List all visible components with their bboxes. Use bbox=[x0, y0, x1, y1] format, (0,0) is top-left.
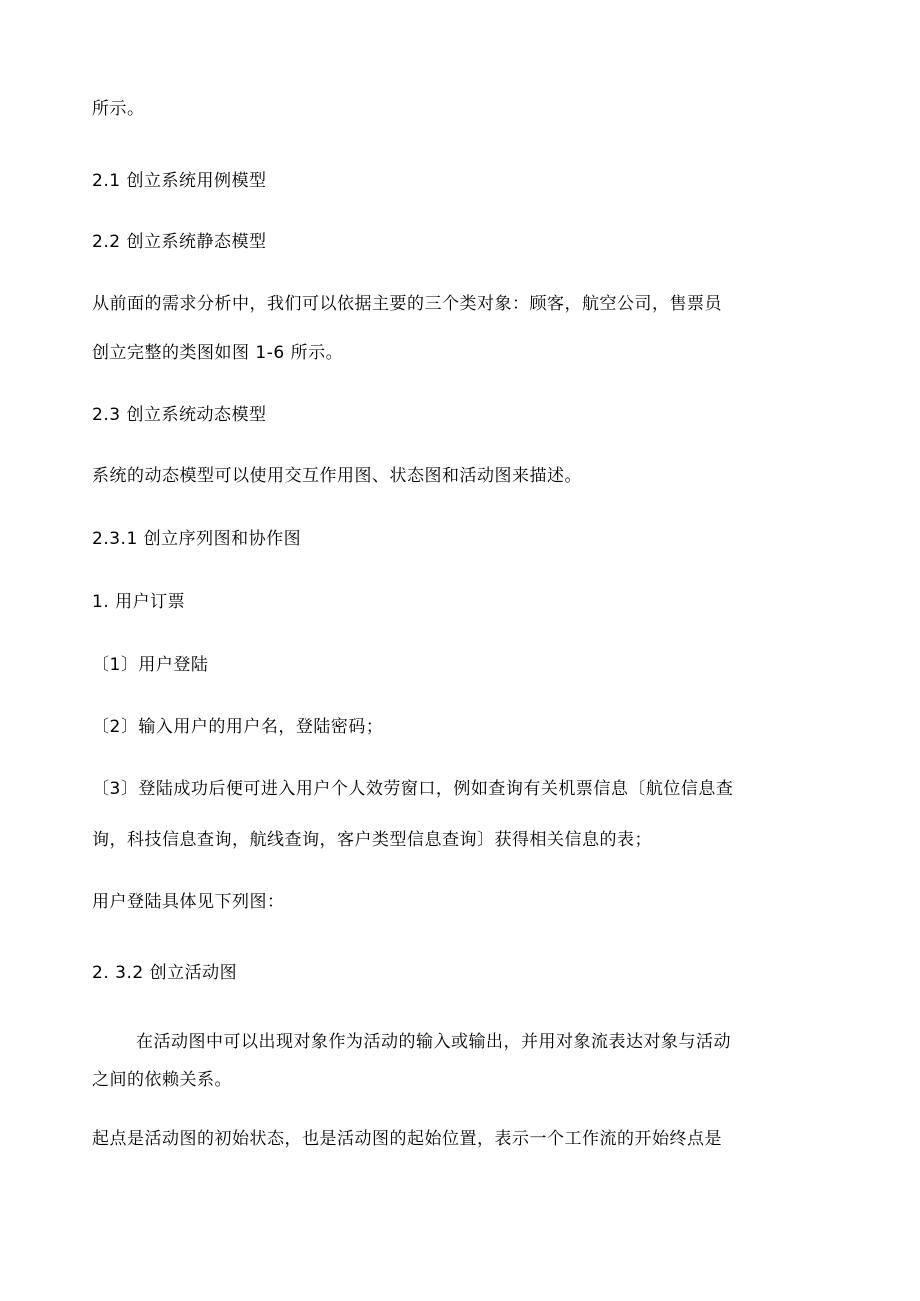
paragraph-line: 创立完整的类图如图 1-6 所示。 bbox=[92, 343, 344, 363]
paragraph-line: 起点是活动图的初始状态，也是活动图的起始位置，表示一个工作流的开始终点是 bbox=[92, 1129, 722, 1149]
section-heading-3-2: 2. 3.2 创立活动图 bbox=[92, 963, 238, 983]
list-item: 〔1〕用户登陆 bbox=[92, 655, 209, 675]
paragraph-line: 系统的动态模型可以使用交互作用图、状态图和活动图来描述。 bbox=[92, 466, 582, 486]
paragraph-line: 用户登陆具体见下列图： bbox=[92, 892, 285, 912]
paragraph-line: 之间的依赖关系。 bbox=[92, 1070, 232, 1090]
list-item: 〔3〕登陆成功后便可进入用户个人效劳窗口，例如查询有关机票信息〔航位信息查 bbox=[92, 779, 734, 799]
section-heading-2-2: 2.2 创立系统静态模型 bbox=[92, 232, 267, 252]
text-line-fragment: 所示。 bbox=[92, 99, 145, 119]
section-heading-2-3-1: 2.3.1 创立序列图和协作图 bbox=[92, 529, 302, 549]
paragraph-line: 从前面的需求分析中，我们可以依据主要的三个类对象：顾客，航空公司，售票员 bbox=[92, 294, 722, 314]
list-item-continuation: 询，科技信息查询，航线查询，客户类型信息查询〕获得相关信息的表； bbox=[92, 830, 652, 850]
section-heading-2-1: 2.1 创立系统用例模型 bbox=[92, 171, 267, 191]
list-item-heading: 1. 用户订票 bbox=[92, 592, 186, 612]
paragraph-line: 在活动图中可以出现对象作为活动的输入或输出，并用对象流表达对象与活动 bbox=[136, 1032, 731, 1052]
list-item: 〔2〕输入用户的用户名，登陆密码； bbox=[92, 717, 384, 737]
section-heading-2-3: 2.3 创立系统动态模型 bbox=[92, 405, 267, 425]
